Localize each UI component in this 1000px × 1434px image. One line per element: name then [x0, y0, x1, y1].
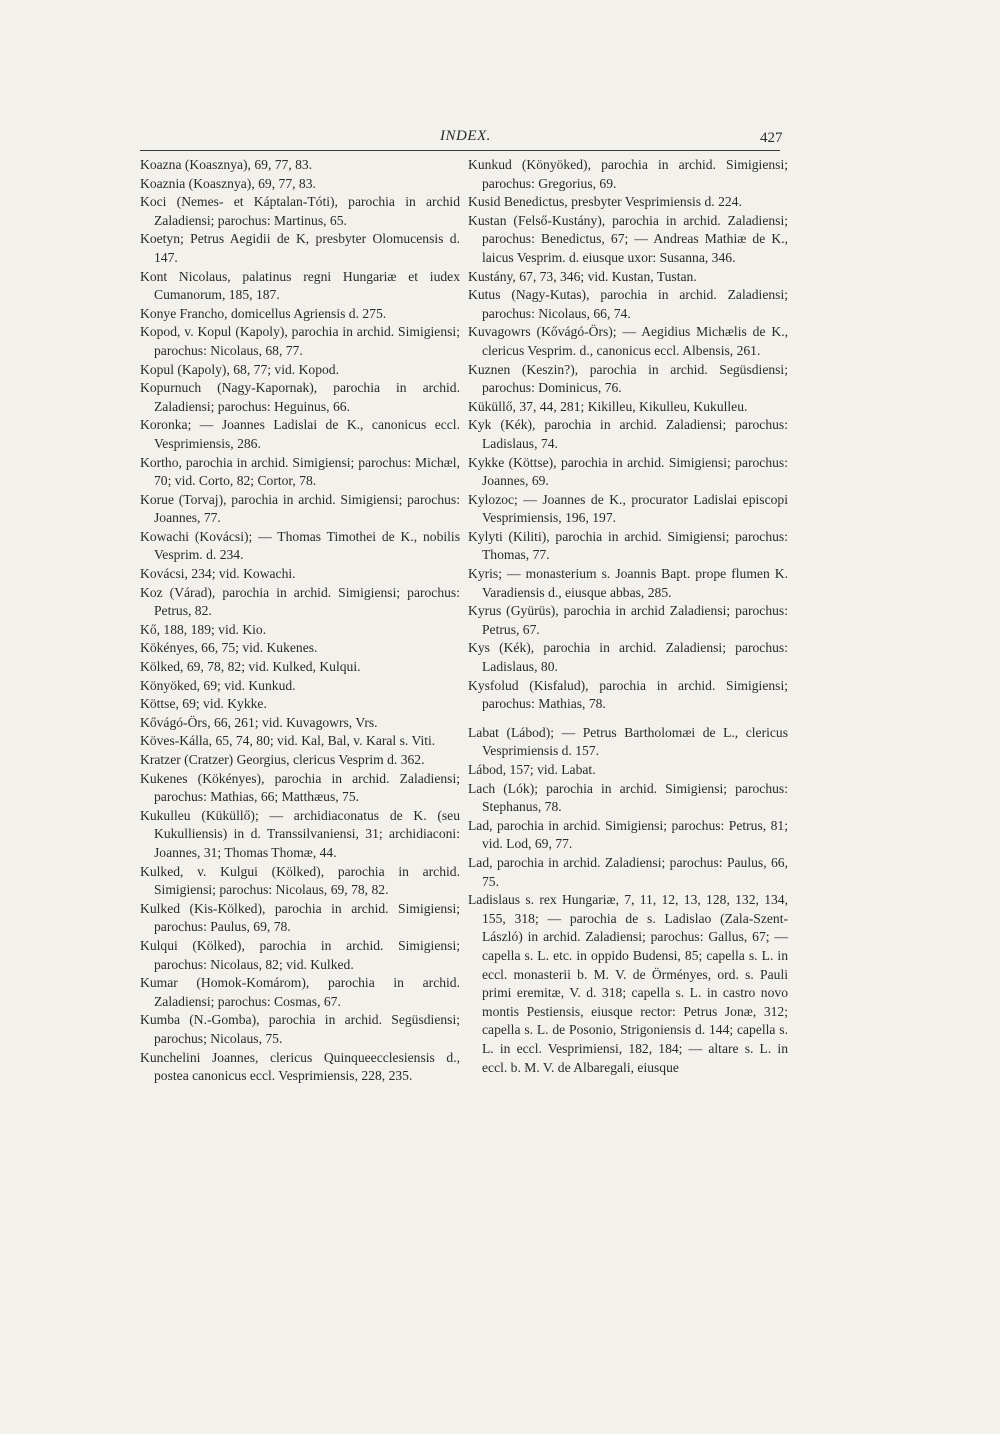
index-entry: Koz (Várad), parochia in archid. Simigiensi; parochus: Petrus, 82.	[140, 584, 460, 619]
index-entry: Lad, parochia in archid. Zaladiensi; parochus: Paulus, 66, 75.	[468, 854, 788, 889]
index-entry: Küküllő, 37, 44, 281; Kikilleu, Kikulleu, Kukulleu.	[468, 398, 748, 414]
index-entry: Kunchelini Joannes, clericus Quinqueecclesiensis d., postea canonicus eccl. Vesprimiensis, 228, 235.	[140, 1049, 460, 1084]
index-entry: Koetyn; Petrus Aegidii de K, presbyter Olomucensis d. 147.	[140, 231, 460, 265]
index-entry: Kukenes (Kökényes), parochia in archid. Zaladiensi; parochus: Mathias, 66; Matthæus, 75.	[140, 770, 460, 805]
index-entry: Kulqui (Kölked), parochia in archid. Simigiensi; parochus: Nicolaus, 82; vid. Kulked.	[140, 937, 460, 972]
index-entry: Kunkud (Könyöked), parochia in archid. Simigiensi; parochus: Gregorius, 69.	[468, 157, 788, 191]
index-entry: Kopul (Kapoly), 68, 77; vid. Kopod.	[140, 361, 339, 377]
index-entry: Kusid Benedictus, presbyter Vesprimiensis d. 224.	[468, 194, 742, 210]
header-rule	[140, 150, 780, 151]
index-entry: Ladislaus s. rex Hungariæ, 7, 11, 12, 13, 128, 132, 134, 155, 318; — parochia de s. Ladislao (Zala-Szent-László) in archid. Zaladiensi; parochus: Gallus, 67; — capella s. L. etc. in oppido Budensi, 85; capella s. L. in eccl. monasterii b. M. V. de Örményes, ord. s. Pauli primi eremitæ, V. d. 318; capella s. L. in castro novo montis Pestiensis, eiusque rector: Petrus Jonæ, 312; capella s. L. de Posonio, Strigoniensis d. 144; capella s. L. in eccl. Vesprimiensi, 182, 184; — altare s. L. in eccl. b. M. V. de Albaregali, eiusque	[468, 892, 788, 1075]
index-entry: Kumba (N.-Gomba), parochia in archid. Següsdiensi; parochus; Nicolaus, 75.	[140, 1012, 460, 1046]
index-entry: Lad, parochia in archid. Simigiensi; parochus: Petrus, 81; vid. Lod, 69, 77.	[468, 817, 788, 852]
index-entry: Kyrus (Gyürüs), parochia in archid Zaladiensi; parochus: Petrus, 67.	[468, 603, 788, 637]
index-entry: Kulked (Kis-Kölked), parochia in archid. Simigiensi; parochus: Paulus, 69, 78.	[140, 900, 460, 935]
index-entry: Kustány, 67, 73, 346; vid. Kustan, Tustan.	[468, 268, 697, 284]
index-entry: Kovácsi, 234; vid. Kowachi.	[140, 566, 296, 582]
index-entry: Koazna (Koasznya), 69, 77, 83.	[140, 157, 313, 172]
index-entry: Kys (Kék), parochia in archid. Zaladiensi; parochus: Ladislaus, 80.	[468, 640, 788, 675]
index-entry: Kysfolud (Kisfalud), parochia in archid. Simigiensi; parochus: Mathias, 78.	[468, 677, 788, 712]
index-entry: Kowachi (Kovácsi); — Thomas Timothei de K., nobilis Vesprim. d. 234.	[140, 528, 460, 563]
index-entry: Korue (Torvaj), parochia in archid. Simigiensi; parochus: Joannes, 77.	[140, 491, 460, 526]
index-entry: Kortho, parochia in archid. Simigiensi; parochus: Michæl, 70; vid. Corto, 82; Cortor, 78.	[140, 454, 460, 489]
index-entry: Kumar (Homok-Komárom), parochia in archid. Zaladiensi; parochus: Cosmas, 67.	[140, 975, 460, 1009]
index-entry: Labat (Lábod); — Petrus Bartholomæi de L., clericus Vesprimiensis d. 157.	[468, 724, 788, 759]
index-entry: Kylyti (Kiliti), parochia in archid. Simigiensi; parochus: Thomas, 77.	[468, 528, 788, 563]
page-number: 427	[760, 130, 783, 146]
letter-section-gap	[468, 714, 788, 724]
index-entry: Kustan (Felső-Kustány), parochia in archid. Zaladiensi; parochus: Benedictus, 67; — Andreas Mathiæ de K., laicus Vesprim. d. eiusque uxor: Susanna, 346.	[468, 212, 788, 265]
index-entry: Lábod, 157; vid. Labat.	[468, 762, 596, 777]
index-entry: Kopod, v. Kopul (Kapoly), parochia in archid. Simigiensi; parochus: Nicolaus, 68, 77.	[140, 324, 460, 358]
index-entry: Lach (Lók); parochia in archid. Simigiensi; parochus: Stephanus, 78.	[468, 780, 788, 815]
index-entry: Kökényes, 66, 75; vid. Kukenes.	[140, 640, 318, 656]
index-entry: Köves-Kálla, 65, 74, 80; vid. Kal, Bal, v. Karal s. Viti.	[140, 733, 436, 749]
index-entry: Kylozoc; — Joannes de K., procurator Ladislai episcopi Vesprimiensis, 196, 197.	[468, 491, 788, 526]
index-entry: Kyk (Kék), parochia in archid. Zaladiensi; parochus: Ladislaus, 74.	[468, 417, 788, 451]
index-entry: Koci (Nemes- et Káptalan-Tóti), parochia in archid Zaladiensi; parochus: Martinus, 65.	[140, 194, 460, 228]
index-entry: Kölked, 69, 78, 82; vid. Kulked, Kulqui.	[140, 659, 361, 675]
index-entry: Kő, 188, 189; vid. Kio.	[140, 621, 267, 637]
index-entry: Köttse, 69; vid. Kykke.	[140, 696, 267, 712]
index-entry: Kratzer (Cratzer) Georgius, clericus Vesprim d. 362.	[140, 752, 425, 767]
running-header-title: INDEX.	[440, 128, 491, 144]
index-entry: Konye Francho, domicellus Agriensis d. 275.	[140, 305, 387, 321]
index-entry: Kulked, v. Kulgui (Kölked), parochia in archid. Simigiensi; parochus: Nicolaus, 69, 78, 82.	[140, 863, 460, 898]
right-column	[468, 156, 788, 1077]
index-entry: Könyöked, 69; vid. Kunkud.	[140, 677, 296, 693]
index-entry: Kyris; — monasterium s. Joannis Bapt. prope flumen K. Varadiensis d., eiusque abbas, 285.	[468, 566, 788, 600]
index-entry: Koaznia (Koasznya), 69, 77, 83.	[140, 175, 316, 191]
index-entry: Kuznen (Keszin?), parochia in archid. Següsdiensi; parochus: Dominicus, 76.	[468, 361, 788, 396]
index-entry: Kutus (Nagy-Kutas), parochia in archid. Zaladiensi; parochus: Nicolaus, 66, 74.	[468, 287, 788, 321]
index-entry: Kont Nicolaus, palatinus regni Hungariæ et iudex Cumanorum, 185, 187.	[140, 268, 460, 303]
left-column	[140, 156, 460, 1086]
index-entry: Koronka; — Joannes Ladislai de K., canonicus eccl. Vesprimiensis, 286.	[140, 417, 460, 451]
index-entry: Kuvagowrs (Kővágó-Örs); — Aegidius Michælis de K., clericus Vesprim. d., canonicus eccl. Albensis, 261.	[468, 324, 788, 358]
index-entry: Kukulleu (Küküllő); — archidiaconatus de K. (seu Kukulliensis) in d. Transsilvaniensi, 31; archidiaconi: Joannes, 31; Thomas Thomæ, 44.	[140, 807, 460, 860]
index-entry: Kykke (Köttse), parochia in archid. Simigiensi; parochus: Joannes, 69.	[468, 454, 788, 489]
index-entry: Kopurnuch (Nagy-Kapornak), parochia in archid. Zaladiensi; parochus: Heguinus, 66.	[140, 380, 460, 414]
index-entry: Kővágó-Örs, 66, 261; vid. Kuvagowrs, Vrs.	[140, 714, 378, 730]
